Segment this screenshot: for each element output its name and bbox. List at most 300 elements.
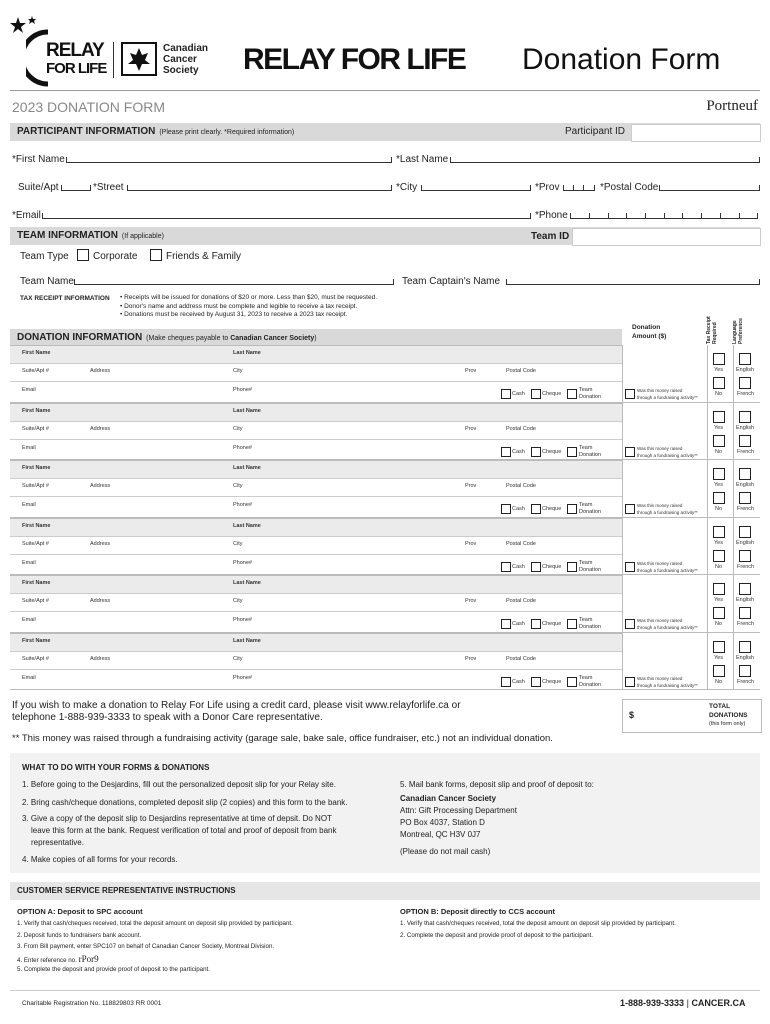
no-label: No [715, 506, 723, 512]
city-label: *City [396, 182, 418, 193]
donor-last-name-label: Last Name [233, 522, 261, 529]
mail-po: PO Box 4037, Station D [400, 818, 485, 827]
raised-label-1: Was this money raised [637, 618, 683, 623]
team-donation-label-2: Donation [579, 394, 602, 400]
english-checkbox[interactable] [739, 468, 751, 480]
cheque-checkbox[interactable] [531, 562, 541, 572]
raised-checkbox[interactable] [625, 562, 635, 572]
donor-postal-label: Postal Code [506, 655, 536, 662]
donor-city-label: City [233, 483, 243, 489]
cash-checkbox[interactable] [501, 447, 511, 457]
donor-phone-label: Phone# [233, 387, 252, 393]
team-donation-checkbox[interactable] [567, 562, 577, 572]
french-label: French [737, 506, 755, 512]
team-donation-label-2: Donation [579, 624, 602, 630]
row-rule [10, 536, 622, 537]
french-checkbox[interactable] [739, 550, 751, 562]
team-section-label: TEAM INFORMATION [17, 230, 118, 241]
logo-relay-text: RELAY [46, 40, 104, 61]
no-label: No [715, 391, 723, 397]
cheque-checkbox[interactable] [531, 447, 541, 457]
english-checkbox[interactable] [739, 411, 751, 423]
french-checkbox[interactable] [739, 492, 751, 504]
donation-row [10, 518, 760, 576]
raised-checkbox[interactable] [625, 389, 635, 399]
total-label-3: (this form only) [709, 721, 746, 727]
option-a-step-3: 3. From Bill payment, enter SPC107 on behalf of Canadian Cancer Society, Montreal Division. [17, 943, 275, 950]
what-to-do-panel [10, 753, 760, 873]
tax-col-rule [707, 633, 708, 691]
footer-contact [620, 998, 745, 1008]
lang-col-rule [733, 345, 734, 403]
cheque-label: Cheque [542, 391, 562, 397]
raised-label-1: Was this money raised [637, 675, 683, 681]
cash-checkbox[interactable] [501, 619, 511, 629]
donor-suite-label: Suite/Apt # [22, 483, 49, 489]
donor-city-label: City [233, 368, 243, 374]
english-label: English [736, 424, 755, 431]
donation-row [10, 633, 760, 691]
cash-label: Cash [512, 621, 525, 627]
cash-checkbox[interactable] [501, 677, 511, 687]
english-checkbox[interactable] [739, 526, 751, 538]
participant-section-note: (Please print clearly. *Required information) [159, 129, 295, 136]
cash-label: Cash [512, 678, 525, 685]
donor-address-label: Address [90, 483, 111, 489]
team-donation-label-1: Team [579, 502, 593, 508]
raised-label-2: through a fundraising activity** [637, 567, 698, 573]
option-a-title: OPTION A: Deposit to SPC account [17, 907, 143, 916]
raised-label-2: through a fundraising activity** [637, 682, 698, 688]
street-input[interactable] [127, 185, 392, 191]
donor-last-name-label: Last Name [233, 465, 261, 471]
donor-first-name-label: First Name [22, 465, 51, 471]
city-input[interactable] [421, 185, 531, 191]
tax-receipt-no-checkbox[interactable] [713, 665, 725, 677]
raised-checkbox[interactable] [625, 447, 635, 457]
donation-row-name-bg [10, 518, 622, 536]
tax-receipt-label: TAX RECEIPT INFORMATION [20, 295, 110, 302]
cheque-label: Cheque [542, 563, 562, 570]
captain-label: Team Captain's Name [402, 276, 501, 287]
team-name-label: Team Name [20, 276, 74, 287]
donor-email-label: Email [22, 444, 36, 451]
donor-last-name-label: Last Name [233, 580, 261, 586]
cheque-label: Cheque [542, 678, 562, 685]
cash-label: Cash [512, 448, 525, 455]
team-donation-label-2: Donation [579, 566, 602, 573]
footer-sep: | [686, 998, 689, 1008]
team-id-input[interactable] [572, 228, 761, 246]
donor-phone-label: Phone# [233, 617, 252, 623]
lang-col-rule [733, 403, 734, 461]
donor-prov-label: Prov [465, 655, 477, 662]
donor-postal-label: Postal Code [506, 483, 536, 489]
donation-row-name-bg [10, 403, 622, 421]
donation-row-name-bg [10, 460, 622, 478]
row-rule [10, 478, 622, 479]
participant-section-label: PARTICIPANT INFORMATION [17, 126, 156, 137]
donor-address-label: Address [90, 425, 111, 432]
last-name-input[interactable] [450, 157, 760, 163]
tax-receipt-no-checkbox[interactable] [713, 435, 725, 447]
tax-col-rule [707, 518, 708, 576]
mail-city: Montreal, QC H3V 0J7 [400, 830, 481, 839]
donation-amount-input[interactable] [623, 404, 707, 460]
step-3-cont: leave this form at the bank. Request verification of total and proof of deposit from bank [31, 826, 337, 835]
tax-receipt-yes-checkbox[interactable] [713, 353, 725, 365]
tax-receipt-yes-checkbox[interactable] [713, 468, 725, 480]
credit-note-2: telephone 1-888-939-3333 to speak with a Donor Care representative. [12, 712, 323, 723]
option-a-step-2: 2. Deposit funds to fundraisers bank account. [17, 932, 142, 939]
tax-col-rule [707, 403, 708, 461]
donor-first-name-label: First Name [22, 522, 51, 529]
donor-address-label: Address [90, 598, 111, 604]
yes-label: Yes [714, 654, 723, 661]
team-donation-label-1: Team [579, 617, 593, 623]
french-label: French [737, 391, 755, 397]
cash-checkbox[interactable] [501, 562, 511, 572]
tax-receipt-yes-checkbox[interactable] [713, 583, 725, 595]
donation-row [10, 345, 760, 403]
tax-receipt-header: Tax Receipt Required [706, 316, 718, 344]
cheque-checkbox[interactable] [531, 677, 541, 687]
postal-input[interactable] [659, 185, 760, 191]
row-rule [10, 651, 622, 652]
donation-row-name-bg [10, 633, 622, 651]
donation-section-label: DONATION INFORMATION [17, 332, 143, 343]
english-label: English [736, 482, 755, 488]
donor-address-label: Address [90, 655, 111, 662]
donor-phone-label: Phone# [233, 444, 252, 451]
raised-label-2: through a fundraising activity** [637, 510, 698, 515]
logo-forlife-text: FOR LIFE [46, 60, 107, 77]
donor-address-label: Address [90, 540, 111, 547]
total-box[interactable] [622, 699, 762, 733]
row-rule [10, 363, 622, 364]
donor-city-label: City [233, 655, 243, 662]
team-donation-label-1: Team [579, 674, 593, 681]
raised-label-2: through a fundraising activity** [637, 395, 698, 400]
captain-input[interactable] [506, 279, 760, 285]
lang-col-rule [733, 575, 734, 633]
tax-col-rule [707, 345, 708, 403]
row-rule [10, 593, 622, 594]
donation-amount-input[interactable] [623, 576, 707, 632]
cheque-label: Cheque [542, 448, 562, 455]
corporate-checkbox[interactable] [77, 249, 89, 261]
ccs-line-1: Canadian [163, 43, 209, 54]
team-donation-label-2: Donation [579, 509, 602, 515]
corporate-label: Corporate [93, 251, 138, 262]
raised-checkbox[interactable] [625, 677, 635, 687]
reference-number: rPor9 [78, 954, 99, 964]
donation-row-top-rule [10, 403, 622, 404]
raised-label-2: through a fundraising activity** [637, 452, 698, 458]
donor-prov-label: Prov [465, 368, 477, 374]
last-name-label: *Last Name [396, 154, 449, 165]
first-name-label: *First Name [12, 154, 65, 165]
participant-id-input[interactable] [631, 124, 761, 142]
french-checkbox[interactable] [739, 377, 751, 389]
tax-receipt-yes-checkbox[interactable] [713, 526, 725, 538]
raised-label-1: Was this money raised [637, 445, 683, 451]
donor-postal-label: Postal Code [506, 368, 536, 374]
footer-phone: 1-888-939-3333 [620, 998, 685, 1008]
step-2: 2. Bring cash/cheque donations, completed deposit slip (2 copies) and this form to the bank. [22, 798, 348, 807]
tax-receipt-yes-checkbox[interactable] [713, 641, 725, 653]
donor-phone-label: Phone# [233, 559, 252, 566]
option-a-step-5: 5. Complete the deposit and provide proof of deposit to the participant. [17, 966, 210, 973]
cash-checkbox[interactable] [501, 504, 511, 514]
raised-label-1: Was this money raised [637, 503, 683, 508]
friends-checkbox[interactable] [150, 249, 162, 261]
english-checkbox[interactable] [739, 353, 751, 365]
yes-label: Yes [714, 424, 723, 431]
email-input[interactable] [42, 213, 531, 219]
row-rule [10, 439, 622, 440]
tax-receipt-no-checkbox[interactable] [713, 607, 725, 619]
yes-label: Yes [714, 482, 723, 488]
yes-label: Yes [714, 539, 723, 546]
team-donation-label-1: Team [579, 387, 593, 393]
team-type-label: Team Type [20, 251, 69, 262]
option-a-step-4: 4. Enter reference no. rPor9 [17, 954, 99, 964]
donor-email-label: Email [22, 387, 36, 393]
fundraising-note: ** This money was raised through a fundraising activity (garage sale, bake sale, office fundraiser, etc.) not an individual donation. [12, 733, 553, 744]
tax-receipt-no-checkbox[interactable] [713, 550, 725, 562]
donation-row [10, 460, 760, 518]
team-donation-checkbox[interactable] [567, 447, 577, 457]
donation-row [10, 575, 760, 633]
total-label-2: DONATIONS [709, 712, 748, 719]
no-label: No [715, 621, 723, 627]
tax-bullet-1: • Receipts will be issued for donations of $20 or more. Less than $20, must be requested. [120, 294, 378, 301]
raised-label-1: Was this money raised [637, 388, 683, 393]
donor-first-name-label: First Name [22, 407, 51, 414]
suite-input[interactable] [61, 185, 91, 191]
option-b-step-1: 1. Verify that cash/cheques received, total the deposit amount on deposit slip provided by participant. [400, 920, 676, 927]
cash-checkbox[interactable] [501, 389, 511, 399]
donor-last-name-label: Last Name [233, 350, 261, 356]
mail-org: Canadian Cancer Society [400, 794, 497, 803]
team-section-note: (If applicable) [121, 233, 164, 240]
donor-suite-label: Suite/Apt # [22, 540, 49, 547]
footer-divider [10, 990, 760, 991]
row-rule [10, 669, 622, 670]
relay-logo [10, 14, 110, 80]
donation-row-top-rule [10, 460, 622, 461]
option-b-step-2: 2. Complete the deposit and provide proof of deposit to the participant. [400, 932, 593, 939]
tax-receipt-no-checkbox[interactable] [713, 377, 725, 389]
donor-email-label: Email [22, 674, 36, 681]
credit-note-1: If you wish to make a donation to Relay For Life using a credit card, please visit www.relayforlife.ca or [12, 700, 461, 711]
total-currency: $ [629, 710, 635, 720]
prov-label: *Prov [535, 182, 560, 193]
tax-col-rule [707, 460, 708, 518]
cheque-checkbox[interactable] [531, 619, 541, 629]
raised-checkbox[interactable] [625, 504, 635, 514]
row-rule [10, 611, 622, 612]
donation-row-name-bg [10, 575, 622, 593]
donation-row-top-rule [10, 518, 622, 519]
english-checkbox[interactable] [739, 641, 751, 653]
donation-amount-input[interactable] [623, 461, 707, 517]
french-checkbox[interactable] [739, 665, 751, 677]
donor-prov-label: Prov [465, 483, 477, 489]
team-donation-checkbox[interactable] [567, 389, 577, 399]
donor-postal-label: Postal Code [506, 598, 536, 604]
donor-email-label: Email [22, 559, 36, 566]
team-donation-checkbox[interactable] [567, 619, 577, 629]
ccs-line-3: Society [163, 65, 199, 76]
team-id-label: Team ID [531, 231, 570, 242]
row-rule [10, 554, 622, 555]
title-bold: RELAY FOR LIFE [243, 43, 466, 76]
donor-suite-label: Suite/Apt # [22, 655, 49, 662]
suite-label: Suite/Apt [18, 182, 59, 193]
street-label: *Street [93, 182, 124, 193]
total-label-1: TOTAL [709, 703, 731, 710]
ccs-logo [121, 42, 209, 81]
postal-label: *Postal Code [600, 182, 659, 193]
donation-amount-input[interactable] [623, 519, 707, 575]
option-a-step-1: 1. Verify that cash/cheques received, total the deposit amount on deposit slip provided by participant. [17, 920, 293, 927]
donor-phone-label: Phone# [233, 502, 252, 508]
tax-receipt-yes-checkbox[interactable] [713, 411, 725, 423]
donor-postal-label: Postal Code [506, 425, 536, 432]
ccs-line-2: Cancer [163, 54, 197, 65]
yes-label: Yes [714, 367, 723, 373]
logo-divider [113, 42, 114, 78]
donor-postal-label: Postal Code [506, 540, 536, 547]
donation-table [10, 345, 760, 693]
team-name-input[interactable] [74, 279, 394, 285]
donor-suite-label: Suite/Apt # [22, 425, 49, 432]
no-label: No [715, 678, 723, 685]
raised-label-2: through a fundraising activity** [637, 625, 698, 630]
option-b-title: OPTION B: Deposit directly to CCS account [400, 907, 556, 916]
donor-prov-label: Prov [465, 425, 477, 432]
yes-label: Yes [714, 597, 723, 603]
donation-row-name-bg [10, 345, 622, 363]
english-label: English [736, 539, 755, 546]
french-checkbox[interactable] [739, 435, 751, 447]
row-rule [10, 421, 622, 422]
donation-row-top-rule [10, 633, 622, 634]
team-donation-label-2: Donation [579, 681, 602, 688]
ccs-flag-icon [121, 42, 157, 76]
tax-col-rule [707, 575, 708, 633]
donor-last-name-label: Last Name [233, 407, 261, 414]
donor-last-name-label: Last Name [233, 637, 261, 644]
raised-checkbox[interactable] [625, 619, 635, 629]
email-label: *Email [12, 210, 41, 221]
no-label: No [715, 448, 723, 455]
what-to-do-title: WHAT TO DO WITH YOUR FORMS & DONATIONS [22, 763, 210, 772]
english-label: English [736, 597, 755, 603]
team-donation-checkbox[interactable] [567, 504, 577, 514]
donor-city-label: City [233, 425, 243, 432]
step-3: 3. Give a copy of the deposit slip to Desjardins representative at time of depsit. Do NOT [22, 814, 332, 823]
step-4: 4. Make copies of all forms for your records. [22, 855, 178, 864]
csr-bar [10, 882, 760, 900]
donor-first-name-label: First Name [22, 350, 51, 356]
donor-prov-label: Prov [465, 598, 477, 604]
step-3-cont-2: representative. [31, 838, 84, 847]
csr-title: CUSTOMER SERVICE REPRESENTATIVE INSTRUCTIONS [17, 886, 236, 895]
cheque-checkbox[interactable] [531, 504, 541, 514]
donation-amount-input[interactable] [623, 634, 707, 690]
first-name-input[interactable] [66, 157, 392, 163]
cheque-checkbox[interactable] [531, 389, 541, 399]
donor-phone-label: Phone# [233, 674, 252, 681]
step-1: 1. Before going to the Desjardins, fill out the personalized deposit slip for your Relay site. [22, 780, 336, 789]
participant-id-label: Participant ID [565, 126, 626, 137]
charity-number: Charitable Registration No. 118829803 RR 0001 [22, 1000, 162, 1007]
cash-label: Cash [512, 506, 525, 512]
donor-email-label: Email [22, 617, 36, 623]
lang-col-rule [733, 633, 734, 691]
raised-label-1: Was this money raised [637, 560, 683, 566]
cheque-label: Cheque [542, 621, 562, 627]
tax-receipt-no-checkbox[interactable] [713, 492, 725, 504]
mail-title: 5. Mail bank forms, deposit slip and proof of deposit to: [400, 780, 594, 789]
french-label: French [737, 678, 755, 685]
no-label: No [715, 563, 723, 570]
donation-section-note: (Make cheques payable to Canadian Cancer Society) [146, 335, 317, 342]
footer-site: CANCER.CA [691, 998, 746, 1008]
french-checkbox[interactable] [739, 607, 751, 619]
donor-email-label: Email [22, 502, 36, 508]
donor-prov-label: Prov [465, 540, 477, 547]
cheque-label: Cheque [542, 506, 562, 512]
english-label: English [736, 654, 755, 661]
row-rule [10, 381, 622, 382]
tax-bullet-2: • Donor's name and address must be complete and legible to receive a tax receipt. [120, 302, 358, 310]
tax-bullet-3: • Donations must be received by August 31, 2023 to receive a 2023 tax receipt. [120, 311, 348, 318]
prov-input[interactable] [563, 185, 595, 191]
team-donation-label-2: Donation [579, 451, 602, 458]
team-donation-label-1: Team [579, 559, 593, 566]
form-year-title: 2023 DONATION FORM [12, 99, 165, 115]
donation-amount-input[interactable] [623, 346, 707, 402]
team-donation-checkbox[interactable] [567, 677, 577, 687]
amount-header: Donation Amount ($) [622, 321, 707, 345]
donor-first-name-label: First Name [22, 580, 51, 586]
donor-suite-label: Suite/Apt # [22, 368, 49, 374]
donor-suite-label: Suite/Apt # [22, 598, 49, 604]
friends-label: Friends & Family [166, 251, 242, 262]
event-name: Portneuf [706, 98, 758, 114]
donation-row-top-rule [10, 345, 622, 346]
lang-col-rule [733, 518, 734, 576]
french-label: French [737, 563, 755, 570]
donor-address-label: Address [90, 368, 111, 374]
lang-col-rule [733, 460, 734, 518]
tax-bullets [120, 294, 377, 320]
english-checkbox[interactable] [739, 583, 751, 595]
mail-attn: Attn: Gift Processing Department [400, 806, 517, 815]
english-label: English [736, 367, 755, 373]
french-label: French [737, 448, 755, 455]
donor-city-label: City [233, 598, 243, 604]
french-label: French [737, 621, 755, 627]
donor-first-name-label: First Name [22, 637, 51, 644]
phone-label: *Phone [535, 210, 568, 221]
phone-input[interactable] [570, 213, 758, 219]
title-light: Donation Form [522, 43, 721, 76]
